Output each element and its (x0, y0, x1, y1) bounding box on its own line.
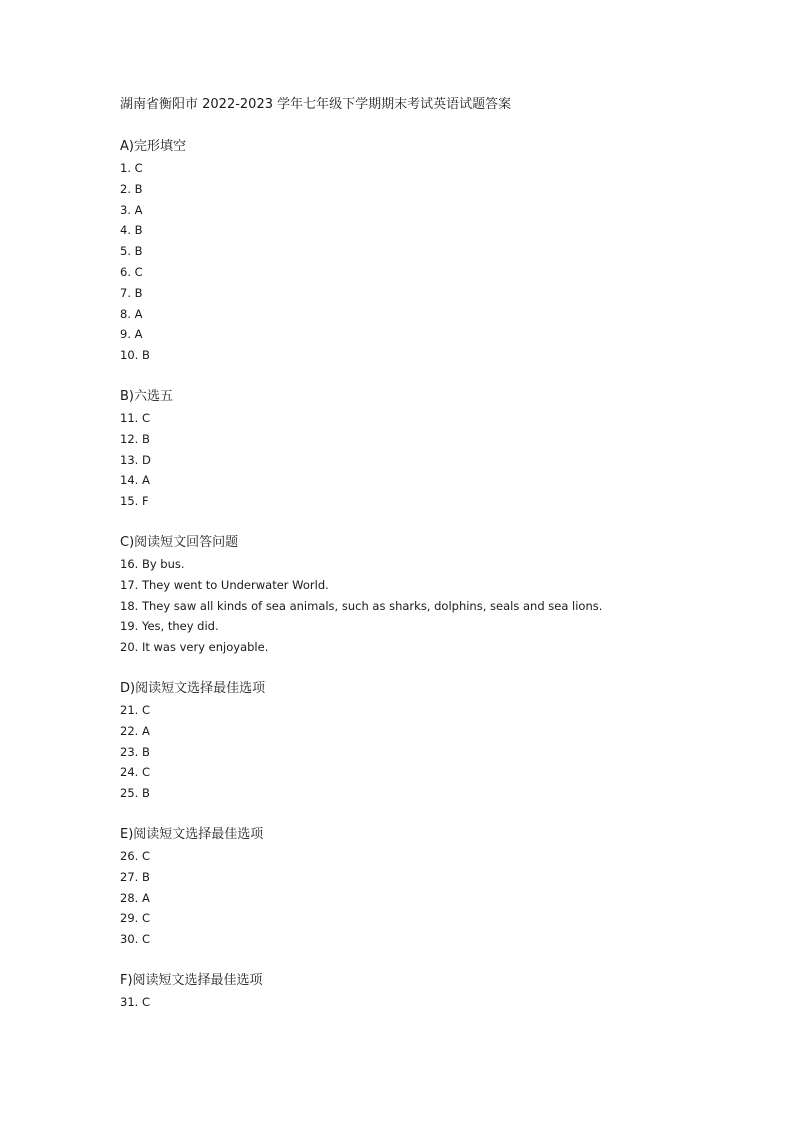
answer-line: 4. B (120, 223, 143, 238)
section-heading: F)阅读短文选择最佳选项 (120, 972, 263, 988)
section-heading: C)阅读短文回答问题 (120, 534, 239, 550)
answer-line: 11. C (120, 410, 150, 425)
answer-line: 2. B (120, 181, 143, 196)
answer-line: 31. C (120, 994, 150, 1009)
answer-line: 23. B (120, 744, 150, 759)
answer-line: 19. Yes, they did. (120, 619, 219, 634)
answer-line: 6. C (120, 264, 143, 279)
answer-line: 15. F (120, 494, 149, 509)
answer-line: 10. B (120, 348, 150, 363)
answer-line: 29. C (120, 911, 150, 926)
answer-line: 13. D (120, 452, 151, 467)
section-b (120, 387, 720, 512)
section-f (120, 971, 720, 1013)
section-heading: D)阅读短文选择最佳选项 (120, 680, 266, 696)
section-heading: A)完形填空 (120, 139, 186, 154)
answer-line: 9. A (120, 327, 143, 342)
document-page (120, 95, 720, 1034)
section-a (120, 137, 720, 366)
answer-line: 27. B (120, 869, 150, 884)
answer-line: 5. B (120, 244, 143, 259)
answer-line: 22. A (120, 723, 150, 738)
answer-line: 24. C (120, 765, 150, 780)
answer-line: 7. B (120, 285, 143, 300)
answer-line: 8. A (120, 306, 143, 321)
section-c (120, 533, 720, 658)
document-title: 湖南省衡阳市 2022-2023 学年七年级下学期期末考试英语试题答案 (120, 97, 512, 112)
section-e (120, 825, 720, 950)
answer-line: 17. They went to Underwater World. (120, 577, 329, 592)
answer-line: 20. It was very enjoyable. (120, 640, 269, 655)
answer-line: 3. A (120, 202, 143, 217)
answer-line: 25. B (120, 786, 150, 801)
answer-line: 21. C (120, 702, 150, 717)
answer-line: 26. C (120, 848, 150, 863)
answer-line: 12. B (120, 431, 150, 446)
answer-line: 18. They saw all kinds of sea animals, such as sharks, dolphins, seals and sea lions. (120, 598, 603, 613)
answer-line: 30. C (120, 932, 150, 947)
answer-line: 14. A (120, 473, 150, 488)
section-heading: E)阅读短文选择最佳选项 (120, 826, 264, 842)
section-heading: B)六选五 (120, 388, 173, 404)
answer-line: 1. C (120, 161, 143, 175)
answer-line: 28. A (120, 890, 150, 905)
section-d (120, 679, 720, 804)
answer-line: 16. By bus. (120, 556, 185, 571)
